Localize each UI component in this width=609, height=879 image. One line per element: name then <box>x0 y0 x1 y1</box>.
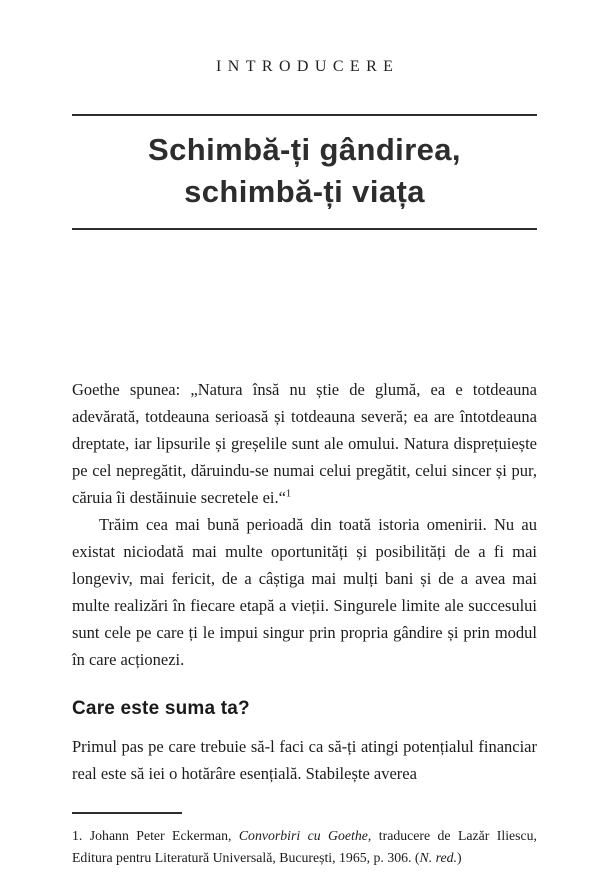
footnote-part1: 1. Johann Peter Eckerman, <box>72 828 239 843</box>
footnote-part2: , traducere de Lazăr Iliescu, Editura pentru Literatură Universală, București, 1965, p. 306. ( <box>72 828 538 865</box>
title-rule-bottom <box>72 228 537 230</box>
paragraph-best-period: Trăim cea mai bună perioadă din toată istoria omenirii. Nu au existat niciodată mai multe oportunități și posibilități de a fi mai longeviv, mai fericit, de a câștiga mai mulți bani și de a avea mai multe realizări în fiecare etapă a vieții. Singurele limite ale succesului sunt cele pe care ți le impui singur prin propria gândire și prin modul în care acționezi. <box>72 515 537 669</box>
footnote-rule <box>72 812 182 814</box>
footnote-nred-italic: N. red. <box>419 850 457 865</box>
section-heading: Care este suma ta? <box>72 698 250 719</box>
chapter-title-line2: schimbă-ți viața <box>184 174 425 209</box>
footnote-book-title-italic: Convorbiri cu Goethe <box>238 828 368 843</box>
footnote-text <box>72 825 537 869</box>
paragraph-goethe-quote-text: Goethe spunea: „Natura însă nu știe de glumă, ea e totdeauna adevărată, totdeauna serioasă și totdeauna severă; ea are întotdeauna dreptate, iar lipsurile și greșelile sunt ale omului. Natura disprețuiește pe cel nepregătit, dăruindu-se numai celui pregătit, celui sincer și pur, căruia îi destăinuie secretele ei.“ <box>72 380 537 507</box>
footnote-reference-marker: 1 <box>285 488 292 500</box>
title-rule-top <box>72 114 537 116</box>
footnote-block <box>72 812 537 869</box>
chapter-kicker: INTRODUCERE <box>216 58 400 75</box>
paragraph-first-step: Primul pas pe care trebuie să-l faci ca să-ți atingi potențialul financiar real este să iei o hotărâre esențială. Stabilește averea <box>72 737 537 783</box>
paragraph-goethe-quote <box>72 376 537 511</box>
chapter-title-line1: Schimbă-ți gândirea, <box>148 132 461 167</box>
chapter-title <box>72 129 537 213</box>
footnote-part3: ) <box>456 850 462 865</box>
